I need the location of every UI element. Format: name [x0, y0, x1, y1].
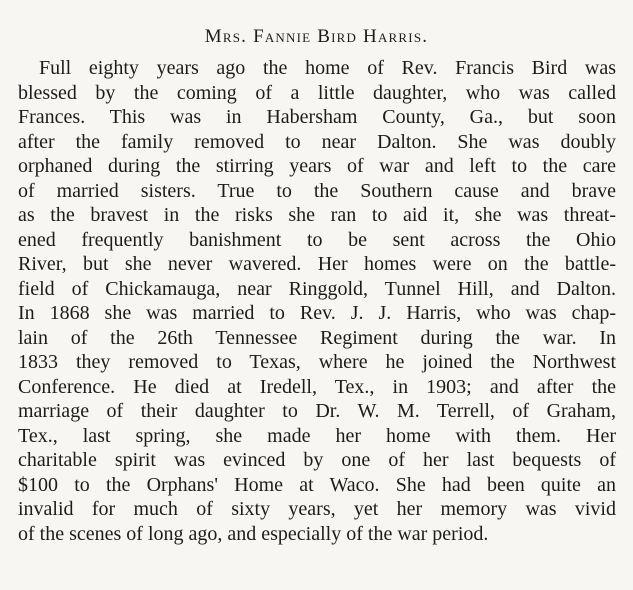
- text-line: $100 to the Orphans' Home at Waco. She had been quite an: [18, 473, 616, 496]
- text-line: of married sisters. True to the Southern cause and brave: [18, 179, 616, 202]
- text-line: River, but she never wavered. Her homes were on the battle-: [18, 253, 616, 275]
- text-line: as the bravest in the risks she ran to aid it, she was threat-: [18, 204, 616, 226]
- text-line: after the family removed to near Dalton. She was doubly: [18, 130, 616, 153]
- text-line: orphaned during the stirring years of war and left to the care: [18, 155, 616, 177]
- text-line: Full eighty years ago the home of Rev. Francis Bird was: [39, 57, 616, 79]
- text-line: Conference. He died at Iredell, Tex., in 1903; and after the: [18, 375, 616, 398]
- text-line: Tex., last spring, she made her home with them. Her: [18, 424, 616, 447]
- body-paragraph: [18, 56, 616, 546]
- text-line: charitable spirit was evinced by one of her last bequests of: [18, 449, 616, 471]
- text-line: invalid for much of sixty years, yet her memory was vivid: [18, 498, 616, 520]
- page-title: Mrs. Fannie Bird Harris.: [204, 26, 429, 47]
- text-line: of the scenes of long ago, and especially of the war period.: [18, 522, 489, 545]
- text-line: blessed by the coming of a little daughter, who was called: [18, 81, 616, 104]
- text-line: lain of the 26th Tennessee Regiment during the war. In: [18, 326, 616, 349]
- text-line: In 1868 she was married to Rev. J. J. Harris, who was chap-: [18, 302, 616, 324]
- text-line: ened frequently banishment to be sent across the Ohio: [18, 228, 616, 251]
- text-line: 1833 they removed to Texas, where he joined the Northwest: [18, 351, 616, 373]
- text-line: marriage of their daughter to Dr. W. M. Terrell, of Graham,: [18, 400, 616, 422]
- text-line: field of Chickamauga, near Ringgold, Tunnel Hill, and Dalton.: [18, 277, 616, 300]
- text-line: Frances. This was in Habersham County, Ga., but soon: [18, 106, 616, 128]
